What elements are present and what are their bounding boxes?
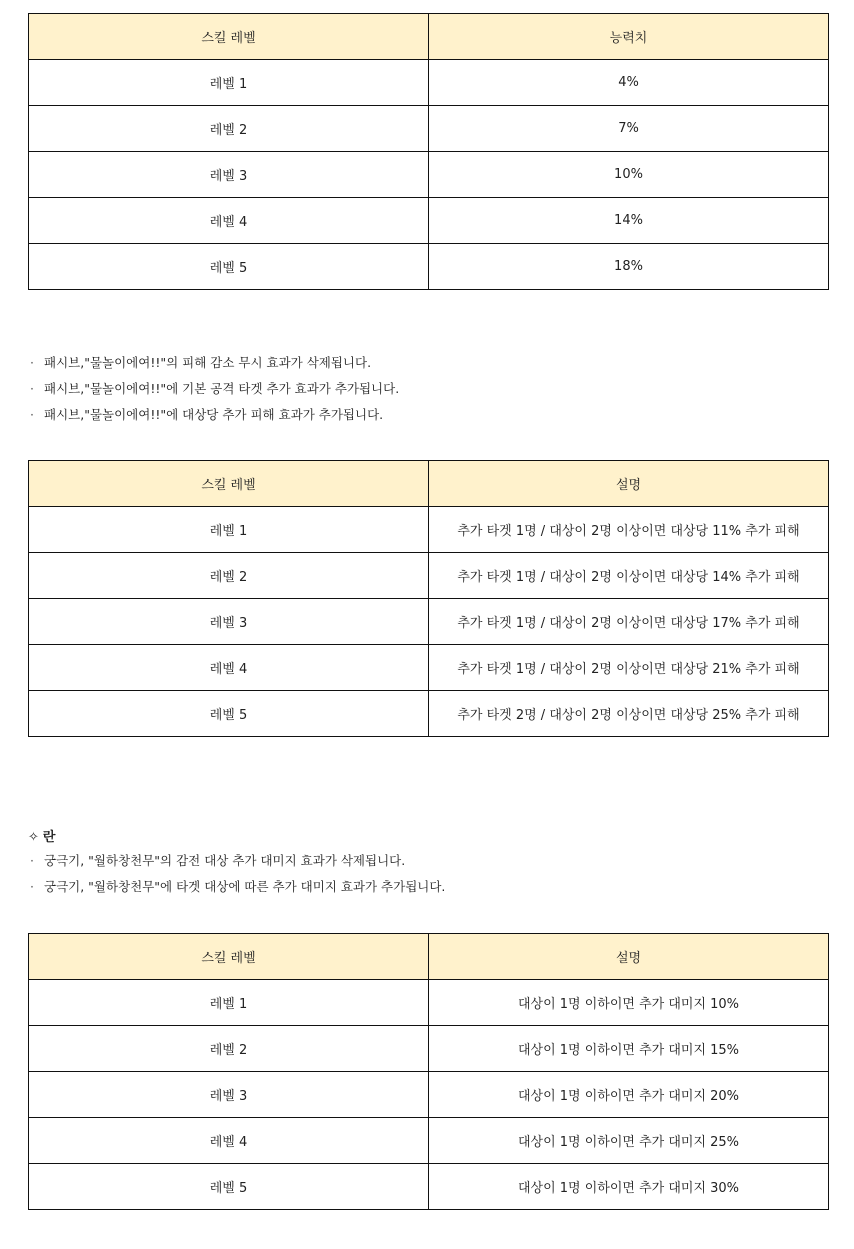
table-row [29,980,829,1026]
table-header-row [29,14,829,60]
table-row [29,152,829,198]
cell-level: 레벨 2 [29,553,429,599]
table-row [29,553,829,599]
cell-level: 레벨 1 [29,980,429,1026]
cell-level: 레벨 5 [29,244,429,290]
table-row [29,106,829,152]
cell-value: 14% [429,198,829,244]
column-header-skill-level: 스킬 레벨 [29,934,429,980]
note-text: 패시브,"물놀이에여!!"에 기본 공격 타겟 추가 효과가 추가됩니다. [44,381,400,396]
cell-description: 추가 타겟 1명 / 대상이 2명 이상이면 대상당 11% 추가 피해 [429,507,829,553]
note-text: 궁극기, "월하창천무"의 감전 대상 추가 대미지 효과가 삭제됩니다. [44,853,406,868]
character-name: 란 [42,830,56,845]
cell-value: 18% [429,244,829,290]
table-row [29,1026,829,1072]
bullet-icon: · [30,879,34,894]
cell-description: 대상이 1명 이하이면 추가 대미지 15% [429,1026,829,1072]
skill-level-stats-table [28,13,829,290]
column-header-skill-level: 스킬 레벨 [29,14,429,60]
note-text: 궁극기, "월하창천무"에 타겟 대상에 따른 추가 대미지 효과가 추가됩니다. [44,879,446,894]
cell-description: 대상이 1명 이하이면 추가 대미지 30% [429,1164,829,1210]
bullet-icon: · [30,407,34,422]
table-row [29,198,829,244]
cell-description: 추가 타겟 2명 / 대상이 2명 이상이면 대상당 25% 추가 피해 [429,691,829,737]
cell-level: 레벨 1 [29,507,429,553]
table-header-row [29,461,829,507]
passive-change-notes [30,350,399,428]
bullet-icon: · [30,355,34,370]
passive-skill-description-table [28,460,829,737]
cell-level: 레벨 2 [29,106,429,152]
note-item [30,350,399,376]
table-row [29,1164,829,1210]
section-title-ran [28,826,55,845]
ultimate-skill-description-table [28,933,829,1210]
column-header-stat: 능력치 [429,14,829,60]
table-header-row [29,934,829,980]
note-text: 패시브,"물놀이에여!!"에 대상당 추가 피해 효과가 추가됩니다. [44,407,384,422]
table-row [29,691,829,737]
cell-level: 레벨 5 [29,691,429,737]
cell-value: 4% [429,60,829,106]
cell-level: 레벨 3 [29,599,429,645]
bullet-icon: · [30,381,34,396]
cell-description: 대상이 1명 이하이면 추가 대미지 20% [429,1072,829,1118]
cell-value: 7% [429,106,829,152]
cell-level: 레벨 2 [29,1026,429,1072]
table-row [29,507,829,553]
column-header-description: 설명 [429,461,829,507]
ultimate-change-notes [30,848,445,900]
bullet-icon: · [30,853,34,868]
table-row [29,60,829,106]
cell-level: 레벨 5 [29,1164,429,1210]
cell-level: 레벨 3 [29,1072,429,1118]
table-row [29,1118,829,1164]
table-row [29,244,829,290]
cell-description: 추가 타겟 1명 / 대상이 2명 이상이면 대상당 17% 추가 피해 [429,599,829,645]
cell-description: 추가 타겟 1명 / 대상이 2명 이상이면 대상당 21% 추가 피해 [429,645,829,691]
column-header-description: 설명 [429,934,829,980]
column-header-skill-level: 스킬 레벨 [29,461,429,507]
table-row [29,599,829,645]
cell-value: 10% [429,152,829,198]
table-row [29,645,829,691]
cell-description: 추가 타겟 1명 / 대상이 2명 이상이면 대상당 14% 추가 피해 [429,553,829,599]
note-item [30,402,399,428]
cell-level: 레벨 4 [29,645,429,691]
diamond-icon: ✧ [28,830,39,845]
note-item [30,874,445,900]
cell-description: 대상이 1명 이하이면 추가 대미지 10% [429,980,829,1026]
cell-level: 레벨 3 [29,152,429,198]
note-item [30,848,445,874]
note-text: 패시브,"물놀이에여!!"의 피해 감소 무시 효과가 삭제됩니다. [44,355,372,370]
note-item [30,376,399,402]
cell-level: 레벨 1 [29,60,429,106]
table-row [29,1072,829,1118]
cell-level: 레벨 4 [29,198,429,244]
cell-description: 대상이 1명 이하이면 추가 대미지 25% [429,1118,829,1164]
cell-level: 레벨 4 [29,1118,429,1164]
